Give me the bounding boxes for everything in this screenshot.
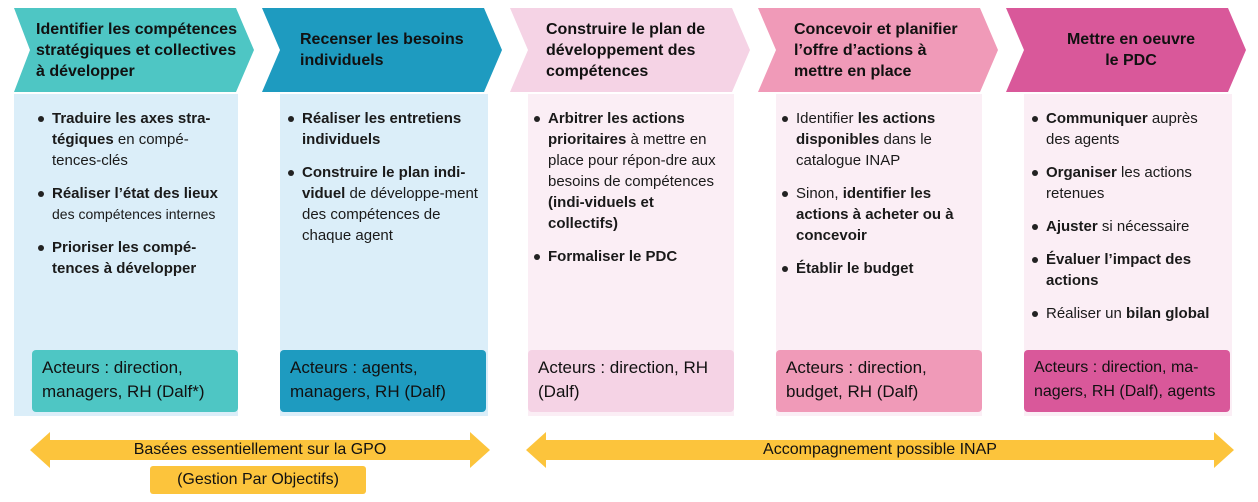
step-2-actors: Acteurs : agents, managers, RH (Dalf) <box>280 350 486 412</box>
step-5-title: Mettre en oeuvre le PDC <box>1066 31 1196 69</box>
step-2-bullets <box>288 108 478 258</box>
step-4-title: Concevoir et planifier l’offre d’actions à mettre en place <box>794 20 958 80</box>
step-1-title: Identifier les compétences stratégiques et collectives à développer <box>36 20 237 80</box>
list-item: Formaliser le PDC <box>534 246 716 267</box>
gpo-subtitle: (Gestion Par Objectifs) <box>177 471 339 488</box>
gpo-arrow-label: Basées essentiellement sur la GPO <box>133 441 387 458</box>
step-1-bullets <box>38 108 224 291</box>
list-item: Établir le budget <box>782 258 966 279</box>
step-4-actors: Acteurs : direction, budget, RH (Dalf) <box>776 350 982 412</box>
step-4-chevron <box>758 8 998 92</box>
gpo-arrow <box>30 430 490 470</box>
step-3-bullets <box>534 108 716 279</box>
list-item: Organiser les actions retenues <box>1032 162 1222 204</box>
list-item: Arbitrer les actions prioritaires à mettre en place pour répon-dre aux besoins de compétences (indi-viduels et collectifs) <box>534 108 716 234</box>
list-item: Réaliser les entretiens individuels <box>288 108 478 150</box>
list-item: Sinon, identifier les actions à acheter ou à concevoir <box>782 183 966 246</box>
step-1-actors: Acteurs : direction, managers, RH (Dalf*) <box>32 350 238 412</box>
step-5-actors: Acteurs : direction, ma-nagers, RH (Dalf), agents <box>1024 350 1230 412</box>
step-5-bullets <box>1032 108 1222 336</box>
gpo-subtitle-box <box>150 466 366 494</box>
list-item: Traduire les axes stra-tégiques en compé-tences-clés <box>38 108 224 171</box>
step-3-title: Construire le plan de développement des compétences <box>546 20 706 80</box>
list-item: Réaliser un bilan global <box>1032 303 1222 324</box>
list-item: Prioriser les compé-tences à développer <box>38 237 224 279</box>
step-3-actors: Acteurs : direction, RH (Dalf) <box>528 350 734 412</box>
step-4-bullets <box>782 108 966 291</box>
list-item: Évaluer l’impact des actions <box>1032 249 1222 291</box>
list-item: Construire le plan indi-viduel de développe-ment des compétences de chaque agent <box>288 162 478 246</box>
step-2-chevron <box>262 8 502 92</box>
list-item: Ajuster si nécessaire <box>1032 216 1222 237</box>
step-1-chevron <box>14 8 254 92</box>
inap-arrow <box>526 430 1234 470</box>
step-3-chevron <box>510 8 750 92</box>
step-2-title: Recenser les besoins individuels <box>300 31 464 69</box>
list-item: Réaliser l’état des lieux des compétences internes <box>38 183 224 225</box>
inap-arrow-label: Accompagnement possible INAP <box>763 441 997 458</box>
list-item: Identifier les actions disponibles dans le catalogue INAP <box>782 108 966 171</box>
step-5-chevron <box>1006 8 1246 92</box>
list-item: Communiquer auprès des agents <box>1032 108 1222 150</box>
